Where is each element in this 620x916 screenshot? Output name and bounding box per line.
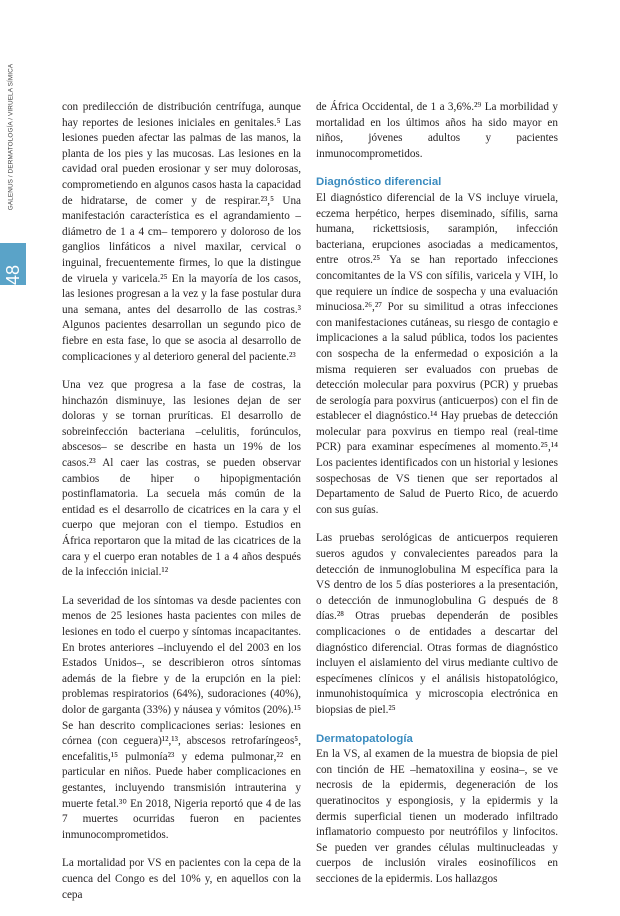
- right-column: [316, 100, 558, 901]
- paragraph: Las pruebas serológicas de anticuerpos requieren sueros agudos y convalecientes pareados para la detección de inmunoglobulina M específica para la VS dentro de los 5 días posteriores a la presentación, o detección de inmunoglobulina G después de 8 días.²⁸ Otras pruebas dependerán de posibles complicaciones o de entidades a descartar del diagnóstico diferencial. Otras formas de diagnóstico incluyen el aislamiento del virus mediante cultivo de especímenes clínicos y el análisis histopatológico, inmunohistoquímica y microscopia electrónica en biopsias de piel.²⁵: [316, 532, 558, 716]
- paragraph: con predilección de distribución centrífuga, aunque hay reportes de lesiones iniciales en genitales.⁵ Las lesiones pueden afectar las palmas de las manos, la planta de los pies y las mucosas. Las lesiones en la cavidad oral pueden erosionar y ser muy dolorosas, comprometiendo en algunos casos hasta la capacidad de hidratarse, de comer y de respirar.²³,⁵ Una manifestación característica es el agrandamiento –diámetro de 1 a 4 cm– temporero y doloroso de los ganglios linfáticos a nivel maxilar, cervical o inguinal, frecuentemente firmes, lo que la distingue de viruela y varicela.²⁵ En la mayoría de los casos, las lesiones progresan a la vez y la fase postular dura una semana, antes del desarrollo de las costras.³ Algunos pacientes desarrollan un segundo pico de fiebre en esta fase, lo que se asocia al desarrollo de complicaciones y al deterioro general del paciente.²³: [62, 101, 301, 363]
- paragraph: El diagnóstico diferencial de la VS incluye viruela, eczema herpético, herpes diseminado, sífilis, sarna humana, rickettsiosis, sarampión, infección bacteriana, erupciones asociadas a medicamentos, entre otros.²⁵ Ya se han reportado infecciones concomitantes de la VS con sífilis, varicela y VIH, lo que requiere un índice de sospecha y una evaluación minuciosa.²⁶,²⁷ Por su similitud a otras infecciones con manifestaciones cutáneas, su riesgo de contagio e implicaciones a la salud pública, todos los pacientes con sospecha de la enfermedad o exposición a la misma requieren ser evaluados con pruebas de detección molecular para poxvirus (PCR) y pruebas de serología para poxvirus (anticuerpos) con el fin de establecer el diagnóstico.¹⁴ Hay pruebas de detección molecular para poxvirus en tiempo real (real-time PCR) para examinar especímenes al momento.²⁵,¹⁴ Los pacientes identificados con un historial y lesiones sospechosas de VS tienen que ser reportados al Departamento de Salud de Puerto Rico, de acuerdo con sus guías.: [316, 191, 558, 516]
- paragraph: La severidad de los síntomas va desde pacientes con menos de 25 lesiones hasta pacientes con miles de lesiones en todo el cuerpo y síntomas incapacitantes. En brotes anteriores –incluyendo el del 2003 en los Estados Unidos–, se describieron otros síntomas además de la fiebre y de la erupción en la piel: problemas respiratorios (64%), sudoraciones (40%), dolor de garganta (33%) y náusea y vómitos (20%).¹⁵ Se han descrito complicaciones serias: lesiones en córnea (con ceguera)¹²,¹³, abscesos retrofaríngeos⁵, encefalitis,¹⁵ pulmonía²³ y edema pulmonar,²² en particular en niños. Puede haber complicaciones en gestantes, incluyendo transmisión intrauterina y muerte fetal.³⁰ En 2018, Nigeria reportó que 4 de las 7 muertes ocurridas fueron en pacientes inmunocomprometidos.: [62, 594, 301, 841]
- section-heading-dermatopatologia: Dermatopatología: [316, 732, 413, 745]
- paragraph: Una vez que progresa a la fase de costras, la hinchazón disminuye, las lesiones dejan de ser doloras y se tornan pruríticas. El desarrollo de sobreinfección bacteriana –celulitis, forúnculos, abscesos– se describe en hasta un 19% de los casos.²³ Al caer las costras, se pueden observar cambios de hiper o hipopigmentación postinflamatoria. La secuela más común de la entidad es el desarrollo de cicatrices en la cara y el cuerpo que mejoran con el tiempo. Estudios en África reportaron que la mitad de las cicatrices de la cara y el cuerpo eran notables de 1 a 4 años después de la infección inicial.¹²: [62, 379, 301, 579]
- page-sidebar: [0, 0, 32, 802]
- running-head: GALENUS / DERMATOLOGÍA / VIRUELA SÍMICA: [7, 63, 15, 211]
- paragraph: de África Occidental, de 1 a 3,6%.²⁹ La morbilidad y mortalidad en los últimos años ha sido mayor en niños, jóvenes adultos y pacientes inmunocomprometidos.: [316, 101, 558, 160]
- paragraph: La mortalidad por VS en pacientes con la cepa de la cuenca del Congo es del 10% y, en aquellos con la cepa: [62, 857, 301, 901]
- page-number: 48: [3, 264, 23, 286]
- paragraph: En la VS, al examen de la muestra de biopsia de piel con tinción de HE –hematoxilina y eosina–, se ve necrosis de la epidermis, degeneración de los queratinocitos y espongiosis, y la epidermis y la dermis superficial tienen un moderado infiltrado inflamatorio compuesto por neutrófilos y linfocitos. Se pueden ver grandes células multinucleadas y cuerpos de inclusión virales eosinofílicos en secciones de la epidermis. Los hallazgos: [316, 748, 558, 885]
- left-column: [62, 100, 301, 916]
- section-heading-diagnostico: Diagnóstico diferencial: [316, 176, 442, 189]
